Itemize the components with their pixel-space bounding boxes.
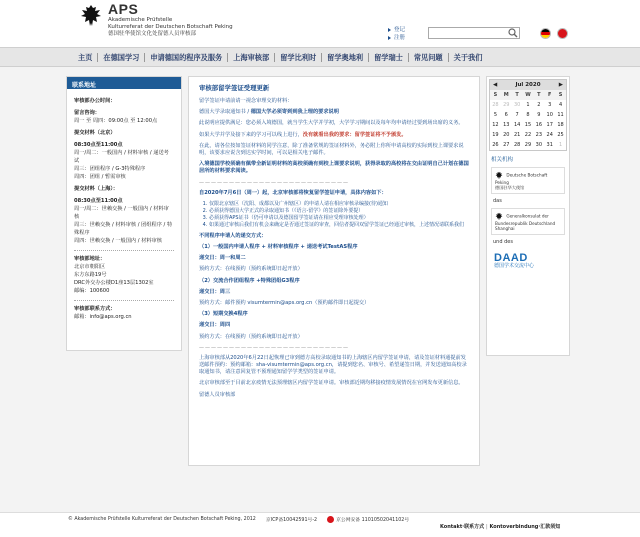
calendar-day[interactable]: 29 bbox=[503, 102, 510, 108]
contact-sidebar-title: 联系地址 bbox=[67, 77, 181, 89]
login-link[interactable]: 登记 bbox=[388, 26, 405, 34]
postcode: 邮编：100600 bbox=[74, 288, 110, 294]
eagle-icon bbox=[495, 171, 503, 180]
program-heading: （1）一般国内申请人程序 + 材料审核程序 + 递送考试TestAS程序 bbox=[199, 244, 358, 251]
divider: ————————————————————————— bbox=[199, 179, 349, 186]
contact-sidebar bbox=[66, 76, 182, 351]
daad-subtitle: 德国学术交流中心 bbox=[494, 263, 535, 269]
calendar-day[interactable]: 15 bbox=[524, 122, 532, 128]
calendar-widget bbox=[489, 79, 567, 151]
embassy-link[interactable]: Deutsche Botschaft Peking 德国驻华大使馆 bbox=[491, 167, 565, 194]
daad-logo: DAAD bbox=[494, 252, 528, 264]
calendar-weekday: M bbox=[501, 90, 512, 100]
daad-link[interactable] bbox=[491, 249, 565, 272]
calendar-day[interactable]: 13 bbox=[503, 122, 510, 128]
calendar-weekday: S bbox=[555, 90, 566, 100]
address-line: 东方东路19号 bbox=[74, 272, 107, 278]
connector-text: das bbox=[493, 198, 502, 204]
nav-item[interactable]: 留学瑞士 bbox=[369, 53, 409, 62]
calendar-day[interactable]: 8 bbox=[526, 112, 530, 118]
article-paragraph: 在此，请各位按如签证材料的同学注意，除了准备常规的签证材料外，务必附上你所申请高校的实际到校上课要求说明，该要求应说含到达实学时间，可以是相关电子邮件。 bbox=[199, 142, 464, 157]
contact-link[interactable]: Kontakt·联系方式 bbox=[440, 524, 485, 530]
register-link[interactable]: 注册 bbox=[388, 34, 405, 42]
submit-beijing-mon-tue: 周一/周二：一般国内 / 材料审核 / 递送考试 bbox=[74, 150, 169, 164]
submit-beijing-time: 08:30点至11:00点 bbox=[74, 142, 123, 148]
program-heading: （2）交流合作团组程序 +特殊团组G3程序 bbox=[199, 277, 300, 284]
calendar-day[interactable]: 27 bbox=[503, 142, 510, 148]
submit-shanghai-wed: 周三：世赖交换 / 材料审核 / 团组程序 / 特殊程序 bbox=[74, 222, 173, 236]
brand-line-2: Kulturreferat der Deutschen Botschaft Peking bbox=[108, 24, 233, 30]
calendar-day[interactable]: 19 bbox=[492, 132, 499, 138]
calendar-title: Jul 2020 bbox=[515, 82, 541, 88]
article-title: 审核部留学签证受理更新 bbox=[199, 84, 270, 92]
calendar-day[interactable]: 20 bbox=[503, 132, 510, 138]
calendar-day[interactable]: 21 bbox=[513, 132, 521, 138]
submit-shanghai-mon-tue: 周一/周二：世赖交换 / 一般国内 / 材料审核 bbox=[74, 206, 169, 220]
german-flag-icon[interactable] bbox=[540, 28, 551, 39]
site-footer: © Akademische Prüfstelle Kulturreferat der Deutschen Botschaft Peking, 2012 京ICP备10042591号-2 京公网安备 11010502041102号 Kontakt·联系方式 | Kontoverbindung·汇款须知 bbox=[0, 512, 640, 537]
divider: ————————————————————————— bbox=[199, 344, 349, 351]
address-line: DRC外交办公楼D1座13层1302室 bbox=[74, 280, 154, 286]
consulate-link[interactable]: Generalkonsulat der Bundesrepublik Deutschland Shanghai bbox=[491, 208, 565, 235]
calendar-weekday: W bbox=[523, 90, 534, 100]
article-paragraph: 此说明应提供满足：您必须入境德国，就当学生大学并学初，大学学习期间以及每年均申请经过要到场出席的义务。 bbox=[199, 120, 464, 127]
calendar-day[interactable]: 1 bbox=[526, 102, 530, 108]
calendar-day[interactable]: 29 bbox=[524, 142, 532, 148]
police-record-link[interactable]: 京公网安备 11010502041102号 bbox=[327, 516, 409, 523]
search-input[interactable] bbox=[428, 27, 520, 39]
calendar-day[interactable]: 23 bbox=[535, 132, 543, 138]
address-line: 北京市朝阳区 bbox=[74, 264, 106, 270]
submit-beijing-wed: 周三：团组程序 / G-3特殊程序 bbox=[74, 166, 146, 172]
header-links bbox=[388, 26, 405, 42]
search-icon[interactable] bbox=[508, 28, 518, 38]
calendar-weekday: T bbox=[512, 90, 523, 100]
consult-time: 周一 至 周四：09:00点 至 12:00点 bbox=[74, 118, 158, 124]
program-day: 递交日：周三 bbox=[199, 288, 231, 295]
calendar-day[interactable]: 2 bbox=[537, 102, 541, 108]
news-article bbox=[188, 76, 480, 466]
calendar-day[interactable]: 9 bbox=[537, 112, 541, 118]
article-paragraph: 如果大学并学及接下来的学习可以线上进行，没有就看出我的要求：留学签证将不予颁发。 bbox=[199, 131, 407, 138]
calendar-day[interactable]: 12 bbox=[492, 122, 499, 128]
brand-block bbox=[108, 2, 233, 38]
method-heading: 不同程序申请人的递交方式： bbox=[199, 232, 267, 239]
police-badge-icon bbox=[327, 516, 334, 523]
nav-item[interactable]: 在德国学习 bbox=[98, 53, 145, 62]
article-signature: 留德人员审核部 bbox=[199, 391, 236, 398]
submit-beijing-thu: 周四：团组 / 暂需审核 bbox=[74, 174, 126, 180]
main-nav bbox=[0, 47, 640, 67]
brand-name: APS bbox=[108, 1, 139, 17]
nav-item[interactable]: 申请德国的程序及服务 bbox=[145, 53, 228, 62]
nav-item[interactable]: 主页 bbox=[73, 53, 98, 62]
calendar-day[interactable]: 14 bbox=[513, 122, 521, 128]
calendar-day[interactable]: 30 bbox=[513, 102, 521, 108]
calendar-day[interactable]: 7 bbox=[515, 112, 519, 118]
requirement-item: 4. 如果通过审核后我们有机会来确定是否通过签证的审查，回信者提回双留学签证已经通过审核，上述情况请联系我们 bbox=[209, 222, 469, 229]
program-heading: （3）短期交换4程序 bbox=[199, 311, 248, 318]
submit-shanghai-thu: 周四：世赖交换 / 一般国内 / 材料审核 bbox=[74, 238, 162, 244]
arrow-icon bbox=[388, 28, 391, 32]
address-heading: 审核部地址： bbox=[74, 256, 106, 262]
brand-line-3: 德国驻华使馆文化处留德人员审核部 bbox=[108, 31, 197, 37]
site-header bbox=[0, 0, 640, 46]
requirement-item: 3. 必须获得APS证书（仍可申请以及德国留学签证请在相应受理审核处理） bbox=[209, 215, 469, 222]
calendar-day[interactable]: 30 bbox=[535, 142, 543, 148]
calendar-day[interactable]: 24 bbox=[546, 132, 553, 138]
eagle-logo-icon bbox=[80, 3, 102, 29]
bank-info-link[interactable]: Kontoverbindung·汇款须知 bbox=[489, 524, 561, 530]
calendar-day[interactable]: 18 bbox=[557, 122, 564, 128]
calendar-day[interactable]: 5 bbox=[493, 112, 498, 118]
copyright: © Akademische Prüfstelle Kulturreferat der Deutschen Botschaft Peking, 2012 bbox=[68, 517, 256, 522]
calendar-day[interactable]: 6 bbox=[504, 112, 508, 118]
right-sidebar bbox=[486, 76, 570, 356]
program-booking[interactable]: 预约方式：邮件预约 visumtermin@aps.org.cn（预约邮件即日起提交） bbox=[199, 300, 370, 307]
connector-text: und des bbox=[493, 239, 513, 245]
nav-item[interactable]: 上海审核部 bbox=[228, 53, 275, 62]
calendar-day[interactable]: 25 bbox=[557, 132, 564, 138]
submit-shanghai-time: 08:30点至11:00点 bbox=[74, 198, 123, 204]
nav-item[interactable]: 留学奥地利 bbox=[322, 53, 369, 62]
icp-link[interactable]: 京ICP备10042591号-2 bbox=[265, 518, 318, 523]
program-booking[interactable]: 预约方式：在线预约（预约系统即日起开放） bbox=[199, 333, 303, 340]
requirement-list bbox=[199, 201, 469, 229]
program-day: 递交日：周四 bbox=[199, 322, 231, 329]
calendar-day[interactable]: 26 bbox=[492, 142, 499, 148]
chinese-flag-icon[interactable] bbox=[557, 28, 568, 39]
calendar-day[interactable]: 10 bbox=[546, 112, 553, 118]
calendar-day[interactable]: 11 bbox=[557, 112, 564, 118]
article-paragraph: 自2020年7月6日（周一）起，北京审核部将恢复留学签证申请，具体内容如下： bbox=[199, 189, 387, 196]
related-links-title: 相关机构 bbox=[491, 157, 514, 163]
calendar-day[interactable]: 3 bbox=[548, 102, 552, 108]
consult-heading: 留言咨询： bbox=[74, 110, 100, 116]
eagle-icon bbox=[495, 212, 503, 221]
nav-item[interactable]: 关于我们 bbox=[453, 52, 483, 62]
calendar-day[interactable]: 1 bbox=[558, 142, 563, 148]
nav-item[interactable]: 留学比利时 bbox=[275, 53, 322, 62]
next-month-icon[interactable]: ▶ bbox=[558, 82, 563, 88]
calendar-day[interactable]: 17 bbox=[546, 122, 553, 128]
requirement-item: 2. 必须获得德国大学正式的录取通知书（《语言-留学》的签证除外要提） bbox=[209, 208, 469, 215]
submit-beijing-heading: 提交材料（北京） bbox=[74, 130, 116, 136]
calendar-day[interactable]: 16 bbox=[535, 122, 543, 128]
calendar-day[interactable]: 4 bbox=[558, 102, 563, 108]
calendar-day[interactable]: 28 bbox=[492, 102, 499, 108]
office-hours-heading: 审核部办公时间： bbox=[74, 98, 116, 104]
calendar-weekday: S bbox=[490, 90, 501, 100]
contact-heading: 审核部联系方式： bbox=[74, 306, 116, 312]
brand-line-1: Akademische Prüfstelle bbox=[108, 17, 173, 23]
program-booking[interactable]: 预约方式：在线预约（预约系统即日起开放） bbox=[199, 266, 303, 273]
nav-item[interactable]: 常见问题 bbox=[409, 53, 449, 62]
program-day: 递交日：周一和周二 bbox=[199, 255, 246, 262]
calendar-day[interactable]: 31 bbox=[546, 142, 553, 148]
calendar-day[interactable]: 28 bbox=[513, 142, 521, 148]
submit-shanghai-heading: 提交材料（上海）： bbox=[74, 186, 119, 192]
contact-email-link[interactable]: 邮箱：info@aps.org.cn bbox=[74, 314, 132, 320]
article-paragraph: 上海审核部从2020年6月22日起恢理已审到德方高校录取通知书的上海辖区内留学签证申请，请及签证材料通提前发送邮件预约：预约邮箱：sha-visumtermin@aps.org.cn，请提到您名、审核号、希望递签日期，并发送通知高校录取通知书，请注意回复管不预理通知留学学类型的签证申请。 bbox=[199, 354, 467, 376]
article-paragraph: 入境德国学校须确有佩带全新证明材料的高校须确有到校上课要求说明，获得录取的高校将在交由证明自己计划在德国居所的材料要求阅读。 bbox=[199, 161, 469, 175]
prev-month-icon[interactable]: ◀ bbox=[493, 82, 498, 88]
arrow-icon bbox=[388, 36, 391, 40]
article-paragraph: 德国大学录取通知书 / 德国大学必须寄到到我上理的要求说明 bbox=[199, 109, 339, 116]
article-paragraph: 北京审核部至于目前北京疫情无法预理辖区内留学签证申请。审核部近期均移接疫情发展情况在官网发布更新信息。 bbox=[199, 380, 464, 387]
requirement-item: 1. 仅限北京辖区（沈阳、成都以及广州辖区）的申请人请在相应审核录编接(待)通知 bbox=[209, 201, 469, 208]
calendar-weekday: F bbox=[544, 90, 555, 100]
calendar-weekday: T bbox=[533, 90, 544, 100]
article-paragraph: 留学签证申请前请一视念审理交的材料： bbox=[199, 98, 293, 104]
calendar-day[interactable]: 22 bbox=[524, 132, 532, 138]
calendar-grid bbox=[490, 90, 566, 150]
